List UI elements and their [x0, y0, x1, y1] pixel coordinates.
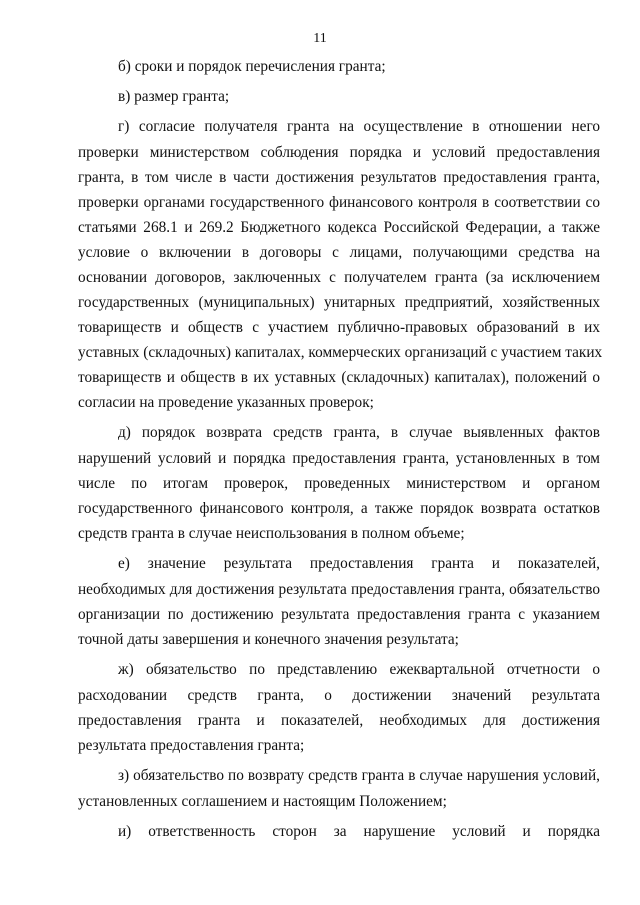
clause-g-line-8: государственных (муниципальных) унитарных предприятий, хозяйственных: [78, 294, 600, 311]
clause-g-line-1: г) согласие получателя гранта на осуществление в отношении него: [118, 118, 600, 135]
clause-e-line-2: необходимых для достижения результата предоставления гранта, обязательство: [78, 581, 600, 598]
clause-g-line-11: товариществ и обществ в их уставных (складочных) капиталах), положений о: [78, 369, 600, 386]
clause-zh-line-4: результата предоставления гранта;: [78, 737, 305, 754]
clause-d-line-4: государственного финансового контроля, а также порядок возврата остатков: [78, 500, 600, 517]
clause-e-line-4: точной даты завершения и конечного значения результата;: [78, 631, 459, 648]
clause-g-line-5: статьями 268.1 и 269.2 Бюджетного кодекса Российской Федерации, а также: [78, 219, 600, 236]
page-number: 11: [313, 31, 327, 46]
clause-z-line-1: з) обязательство по возврату средств гранта в случае нарушения условий,: [118, 767, 600, 784]
clause-g-line-7: основании договоров, заключенных с получателем гранта (за исключением: [78, 269, 600, 286]
clause-zh-line-1: ж) обязательство по представлению ежеквартальной отчетности о: [118, 661, 600, 678]
clause-g-line-3: гранта, в том числе в части достижения результатов предоставления гранта,: [78, 169, 600, 186]
clause-g-line-4: проверки органами государственного финансового контроля в соответствии со: [78, 194, 600, 211]
clause-d-line-3: числе по итогам проверок, проведенных министерством и органом: [78, 475, 600, 492]
clause-g-line-6: условие о включении в договоры с лицами, получающими средства на: [78, 244, 600, 261]
clause-zh-line-2: расходовании средств гранта, о достижении значений результата: [78, 687, 600, 704]
clause-i-line-1: и) ответственность сторон за нарушение условий и порядка: [118, 823, 600, 840]
clause-g-line-9: товариществ и обществ с участием публично-правовых образований в их: [78, 319, 600, 336]
clause-d-line-5: средств гранта в случае неиспользования в полном объеме;: [78, 525, 465, 542]
clause-d-line-2: нарушений условий и порядка предоставления гранта, установленных в том: [78, 450, 600, 467]
clause-g-line-2: проверки министерством соблюдения порядка и условий предоставления: [78, 144, 600, 161]
clause-zh-line-3: предоставления гранта и показателей, необходимых для достижения: [78, 712, 600, 729]
clause-z-line-2: установленных соглашением и настоящим Положением;: [78, 793, 447, 810]
clause-g-line-10: уставных (складочных) капиталах, коммерческих организаций с участием таких: [78, 344, 603, 361]
clause-v: в) размер гранта;: [118, 88, 230, 105]
clause-b: б) сроки и порядок перечисления гранта;: [118, 58, 386, 75]
clause-d-line-1: д) порядок возврата средств гранта, в случае выявленных фактов: [118, 424, 600, 441]
clause-g-line-12: согласии на проведение указанных проверок;: [78, 394, 374, 411]
clause-e-line-1: е) значение результата предоставления гранта и показателей,: [118, 555, 600, 572]
clause-e-line-3: организации по достижению результата предоставления гранта с указанием: [78, 606, 600, 623]
